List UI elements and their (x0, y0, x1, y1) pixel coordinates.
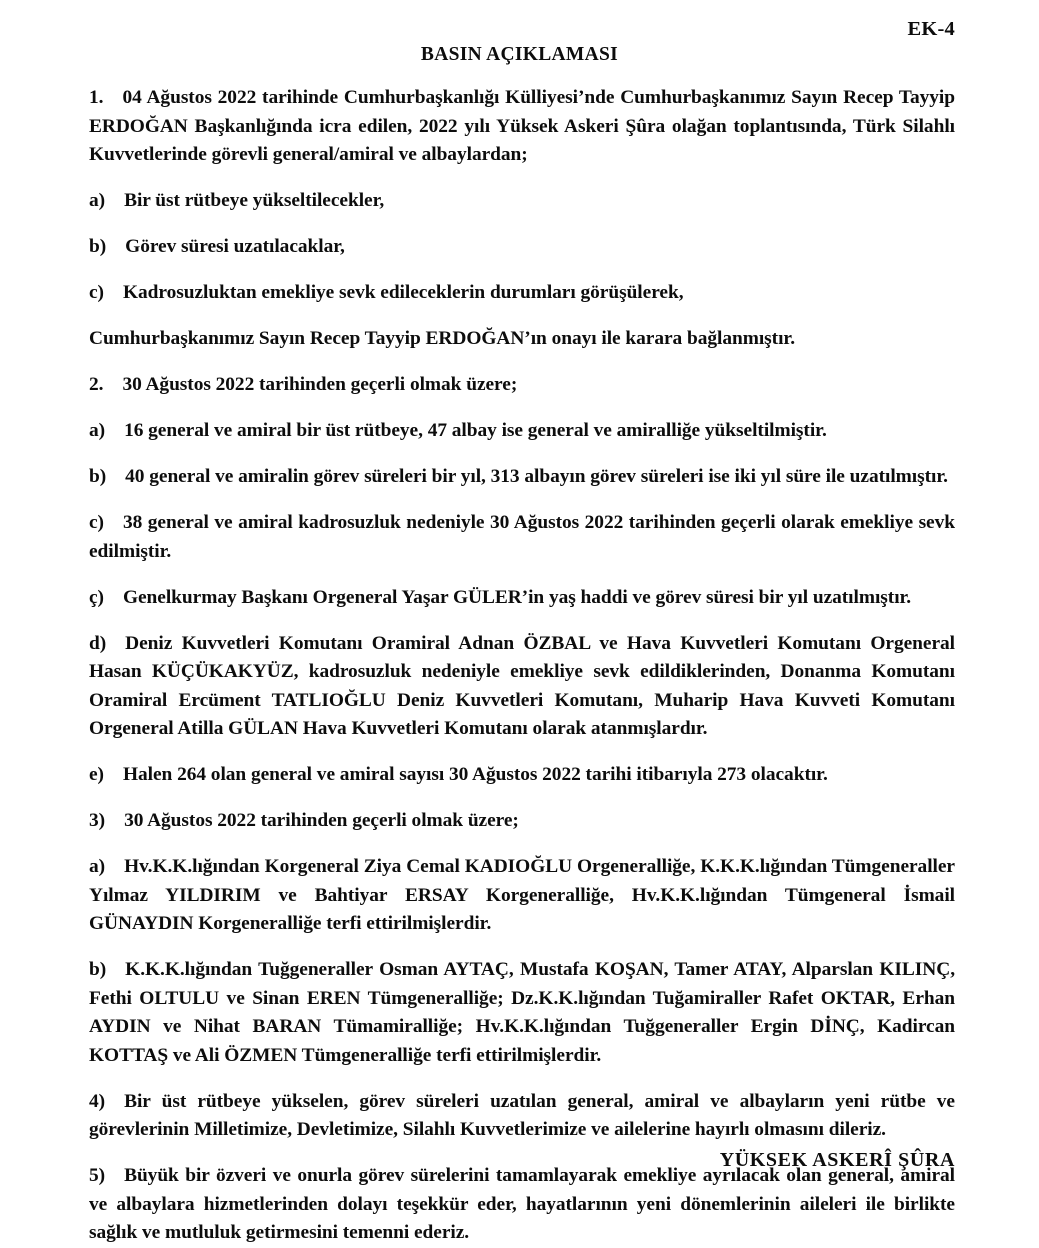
paragraph-item-3 (89, 807, 955, 836)
paragraph-marker: a) (89, 856, 106, 878)
paragraph-marker: ç) (89, 586, 104, 608)
paragraph-text: Büyük bir özveri ve onurla görev sürelerini tamamlayarak emekliye ayrılacak olan general, amiral ve albaylara hizmetlerinden dolayı teşekkür eder, hayatlarının yeni dönemlerinin aileleri ile birlikte sağlık ve mutluluk getirmesini temenni ederiz. (89, 1165, 955, 1244)
paragraph-marker: b) (89, 959, 107, 981)
document-signature: YÜKSEK ASKERÎ ŞÛRA (719, 1149, 955, 1171)
paragraph-text: Deniz Kuvvetleri Komutanı Oramiral Adnan ÖZBAL ve Hava Kuvvetleri Komutanı Orgeneral Hasan KÜÇÜKAKYÜZ, kadrosuzluk nedeniyle emekliye sevk edildiklerinden, Donanma Komutanı Oramiral Ercüment TATLIOĞLU Deniz Kuvvetleri Komutanı, Muharip Hava Kuvveti Komutanı Orgeneral Atilla GÜLAN Hava Kuvvetleri Komutanı olarak atanmışlardır. (89, 632, 955, 740)
paragraph-item-2c (89, 509, 955, 566)
page-title: BASIN AÇIKLAMASI (420, 44, 619, 65)
paragraph-item-1c (89, 279, 955, 308)
paragraph-item-1 (89, 84, 955, 170)
paragraph-marker: c) (89, 512, 104, 534)
paragraph-text: Kadrosuzluktan emekliye sevk edileceklerin durumları görüşülerek, (122, 282, 684, 304)
paragraph-item-4 (89, 1088, 955, 1145)
paragraph-item-2 (89, 371, 955, 400)
paragraph-text: Genelkurmay Başkanı Orgeneral Yaşar GÜLER’in yaş haddi ve görev süresi bir yıl uzatılmıştır. (122, 586, 912, 608)
paragraph-item-3b (89, 956, 955, 1070)
paragraph-marker: 3) (89, 810, 106, 832)
paragraph-text: Halen 264 olan general ve amiral sayısı 30 Ağustos 2022 tarihi itibarıyla 273 olacaktır. (122, 764, 828, 786)
paragraph-marker: b) (89, 466, 107, 488)
paragraph-item-2d (89, 630, 955, 744)
document-reference-label: EK-4 (907, 18, 955, 40)
paragraph-item-2e (89, 761, 955, 790)
paragraph-item-5 (89, 1162, 955, 1248)
paragraph-marker: e) (89, 764, 104, 786)
paragraph-marker: d) (89, 632, 107, 654)
paragraph-item-1-close (89, 325, 955, 354)
paragraph-marker: 5) (89, 1165, 106, 1187)
paragraph-text: 38 general ve amiral kadrosuzluk nedeniyle 30 Ağustos 2022 tarihinden geçerli olarak emekliye sevk edilmiştir. (89, 512, 955, 562)
paragraph-text: Bir üst rütbeye yükselen, görev süreleri uzatılan general, amiral ve albayların yeni rütbe ve görevlerinin Milletimize, Devletimize, Silahlı Kuvvetlerimize ve ailelerine hayırlı olmasını dileriz. (89, 1090, 955, 1141)
paragraph-item-2a (89, 417, 955, 446)
paragraph-marker: 1. (89, 87, 104, 108)
paragraph-marker: c) (89, 282, 104, 304)
paragraph-text: Görev süresi uzatılacaklar, (125, 236, 345, 258)
paragraph-item-2b (89, 463, 955, 492)
paragraph-marker: a) (89, 190, 106, 212)
paragraph-item-1a (89, 187, 955, 216)
paragraph-text: K.K.K.lığından Tuğgeneraller Osman AYTAÇ, Mustafa KOŞAN, Tamer ATAY, Alparslan KILINÇ, Fethi OLTULU ve Sinan EREN Tümgeneralliğe; Dz.K.K.lığından Tuğamiraller Rafet OKTAR, Erhan AYDIN ve Nihat BARAN Tümamiralliğe; Hv.K.K.lığından Tuğgeneraller Ergin DİNÇ, Kadircan KOTTAŞ ve Ali ÖZMEN Tümgeneralliğe terfi ettirilmişlerdir. (89, 959, 955, 1066)
paragraph-item-3a (89, 853, 955, 939)
paragraph-text: Cumhurbaşkanımız Sayın Recep Tayyip ERDOĞAN’ın onayı ile karara bağlanmıştır. (89, 328, 795, 350)
paragraph-text: 04 Ağustos 2022 tarihinde Cumhurbaşkanlığı Külliyesi’nde Cumhurbaşkanımız Sayın Recep Tayyip ERDOĞAN Başkanlığında icra edilen, 2022 yılı Yüksek Askeri Şûra olağan toplantısında, Türk Silahlı Kuvvetlerinde görevli general/amiral ve albaylardan; (89, 87, 955, 166)
paragraph-text: 40 general ve amiralin görev süreleri bir yıl, 313 albayın görev süreleri ise iki yıl süre ile uzatılmıştır. (125, 466, 948, 488)
paragraph-marker: 4) (89, 1090, 106, 1112)
paragraph-marker: b) (89, 236, 107, 258)
paragraph-text: 30 Ağustos 2022 tarihinden geçerli olmak üzere; (124, 810, 519, 832)
paragraph-marker: a) (89, 420, 106, 442)
paragraph-text: 30 Ağustos 2022 tarihinden geçerli olmak üzere; (122, 374, 518, 396)
paragraph-item-1b (89, 233, 955, 262)
paragraph-item-2c-cedilla (89, 584, 955, 613)
document-body (89, 84, 955, 1248)
paragraph-marker: 2. (89, 374, 104, 396)
paragraph-text: Bir üst rütbeye yükseltilecekler, (124, 190, 385, 212)
paragraph-text: 16 general ve amiral bir üst rütbeye, 47 albay ise general ve amiralliğe yükseltilmiştir. (124, 420, 827, 442)
paragraph-text: Hv.K.K.lığından Korgeneral Ziya Cemal KADIOĞLU Orgeneralliğe, K.K.K.lığından Tümgeneraller Yılmaz YILDIRIM ve Bahtiyar ERSAY Korgeneralliğe, Hv.K.K.lığından Tümgeneral İsmail GÜNAYDIN Korgeneralliğe terfi ettirilmişlerdir. (89, 856, 955, 935)
